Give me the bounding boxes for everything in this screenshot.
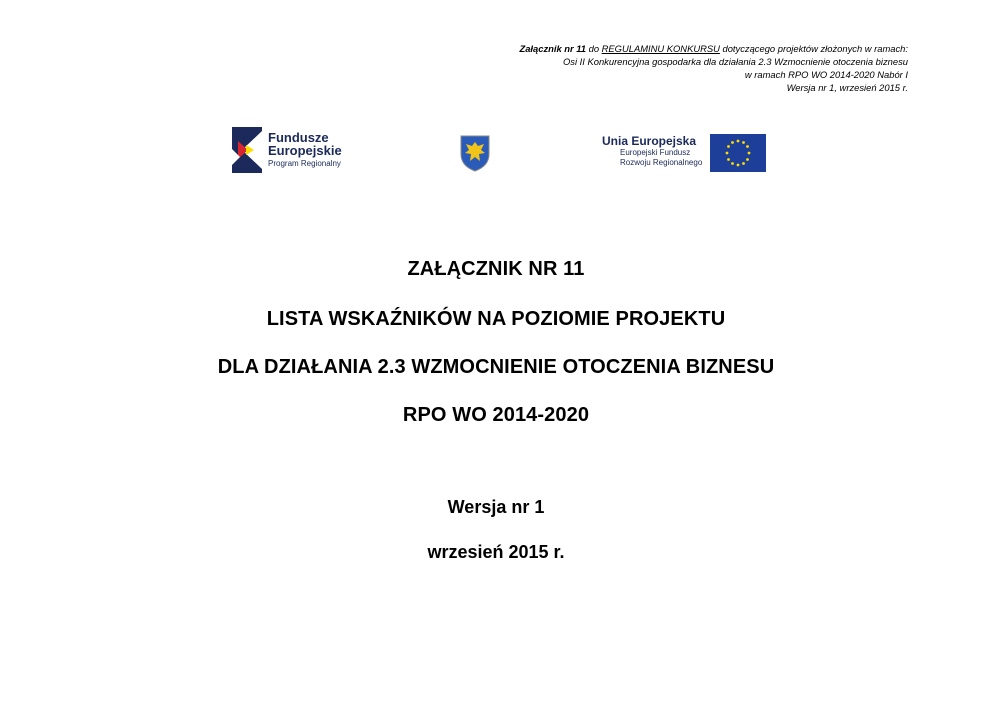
fe-star-icon [232,127,262,173]
fe-subtitle: Program Regionalny [268,158,341,168]
eu-fund-1: Europejski Fundusz [620,148,691,157]
eu-flag-icon [710,134,766,172]
version-date: wrzesień 2015 r. [427,542,565,562]
title-measure: DLA DZIAŁANIA 2.3 WZMOCNIENIE OTOCZENIA BIZNESU [217,356,775,378]
annex-number: Załącznik nr 11 [519,43,586,54]
header-line4: Wersja nr 1, wrzesień 2015 r. [786,82,908,93]
header-note [519,42,908,94]
eu-logo [602,134,766,172]
regulations-link[interactable]: REGULAMINU KONKURSU [601,43,720,54]
eagle-shield-icon [459,134,491,172]
header-connector: do [586,43,602,54]
header-line2: Osi II Konkurencyjna gospodarka dla działania 2.3 Wzmocnienie otoczenia biznesu [563,56,908,67]
version-label: Wersja nr 1 [447,497,545,517]
title-program: RPO WO 2014-2020 [402,404,590,426]
fe-title-2: Europejskie [268,142,342,158]
header-line3: w ramach RPO WO 2014-2020 Nabór I [744,69,908,80]
title-list: LISTA WSKAŹNIKÓW NA POZIOMIE PROJEKTU [266,308,726,330]
title-annex: ZAŁĄCZNIK NR 11 [407,258,585,280]
eu-title: Unia Europejska [602,134,697,148]
header-line1-rest: dotyczącego projektów złożonych w ramach: [719,43,908,54]
fundusze-europejskie-logo [232,127,342,173]
coat-of-arms-logo [459,134,491,177]
eu-fund-2: Rozwoju Regionalnego [620,158,703,167]
fe-title-1: Fundusze [268,129,329,145]
